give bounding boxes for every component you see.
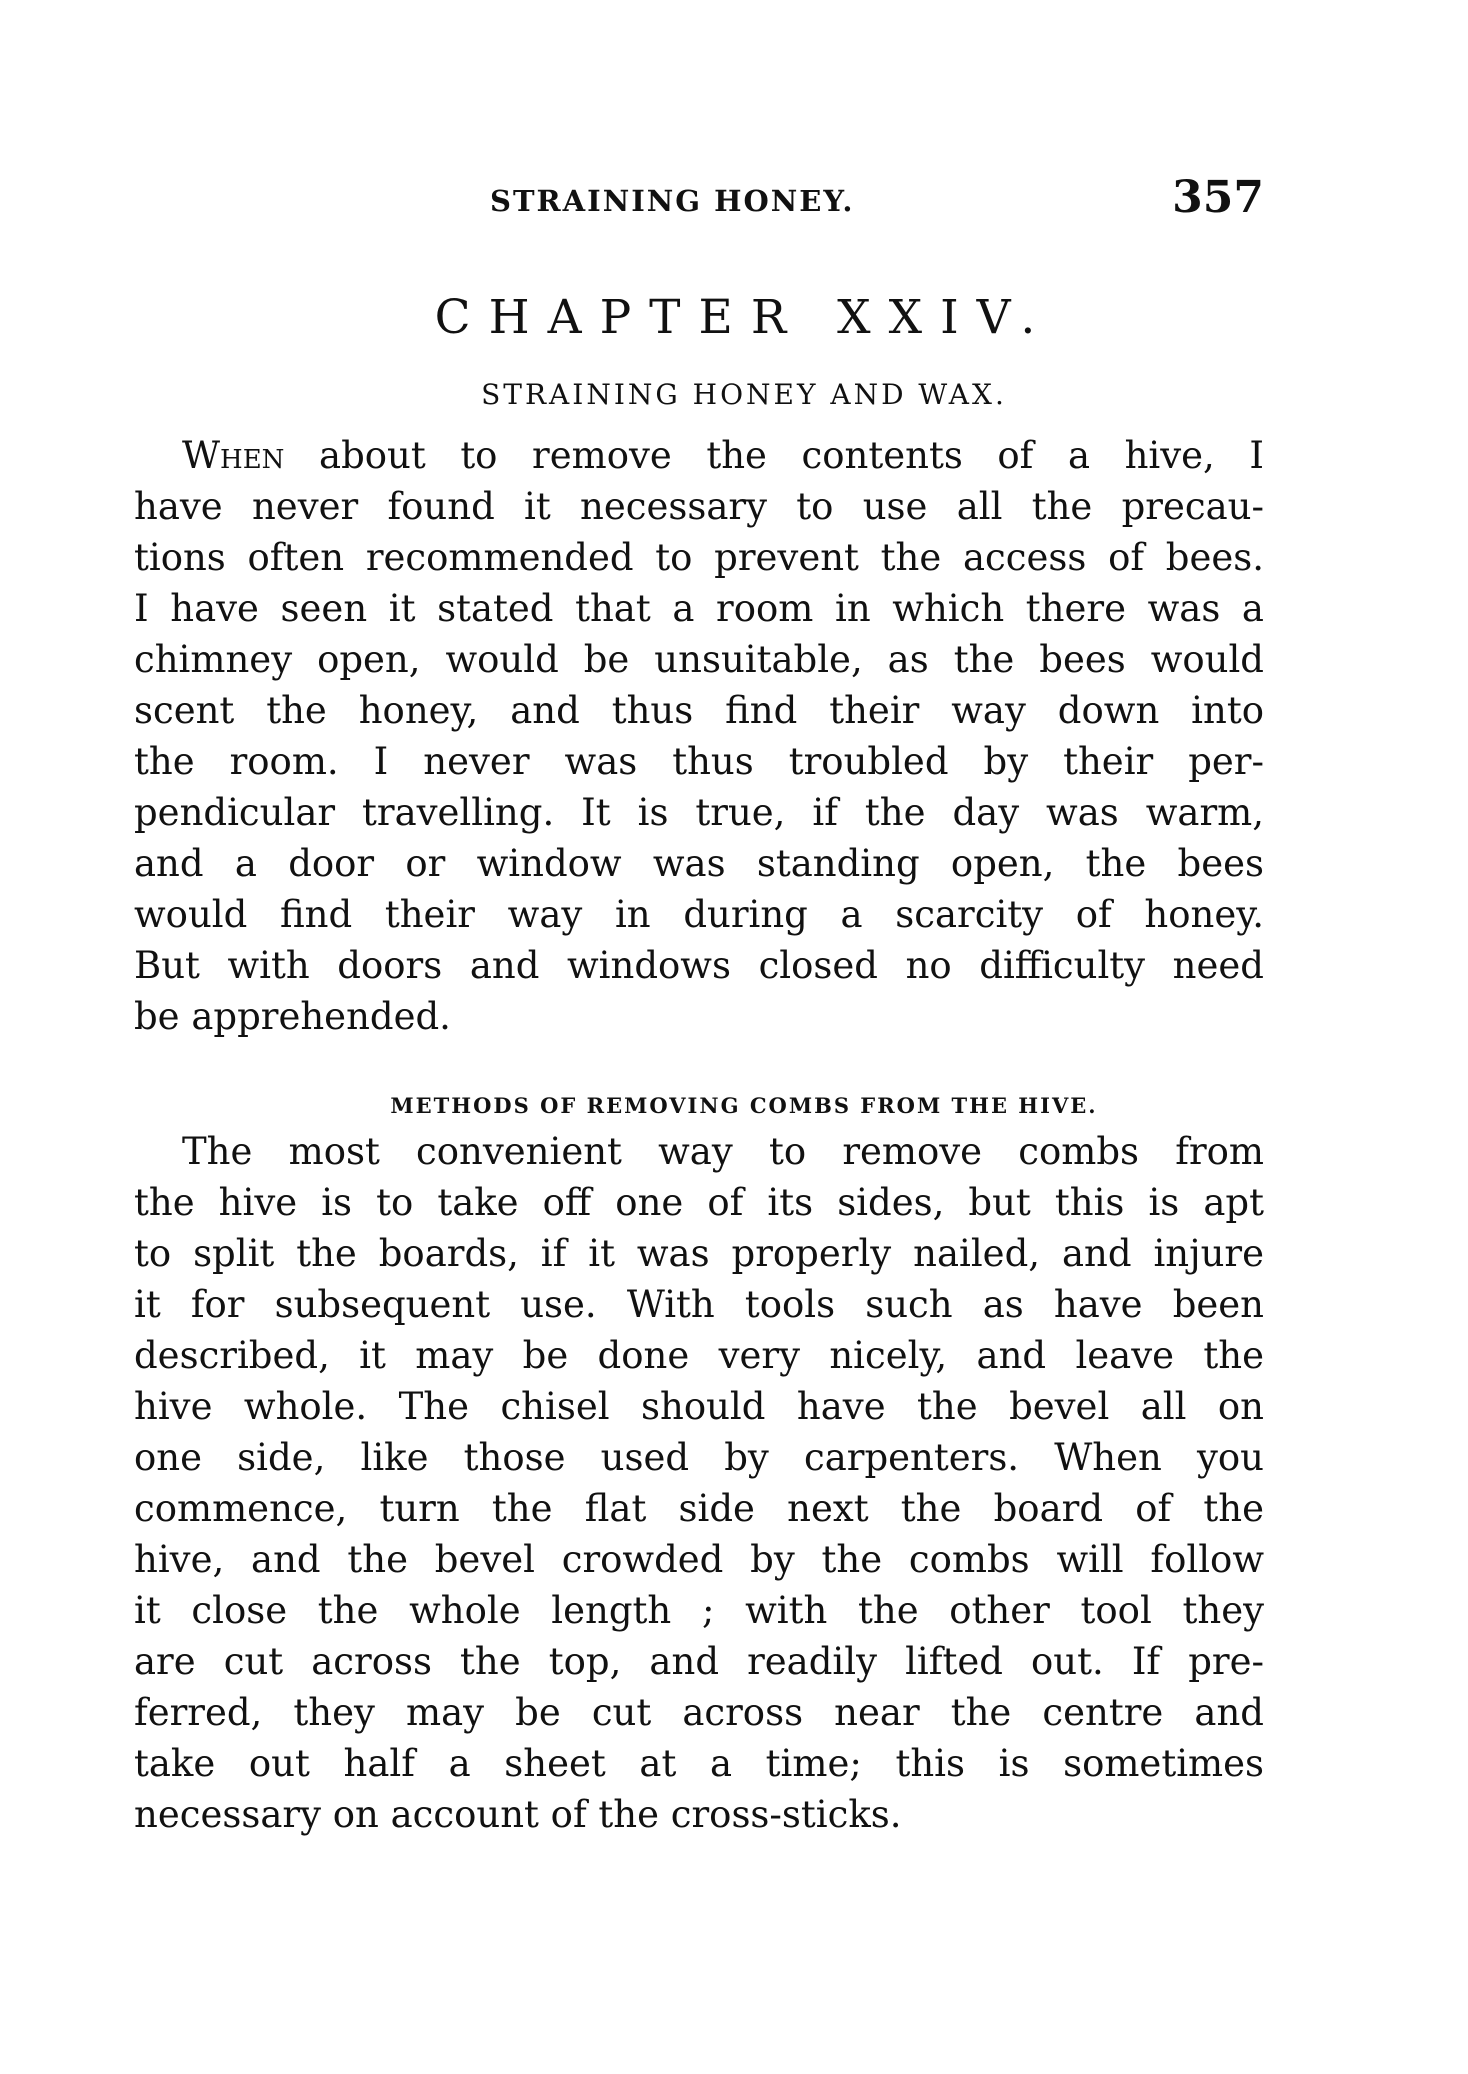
text-line: commence, turn the flat side next the board of the: [134, 1487, 1264, 1530]
text-line: take out half a sheet at a time; this is sometimes: [134, 1742, 1264, 1785]
text-line: to split the boards, if it was properly nailed, and injure: [134, 1232, 1264, 1275]
text-line: one side, like those used by carpenters. When you: [134, 1436, 1264, 1479]
text-line: are cut across the top, and readily lifted out. If pre-: [134, 1640, 1264, 1683]
text-line: and a door or window was standing open, the bees: [134, 842, 1264, 885]
paragraph-1: [134, 430, 1264, 1042]
text-line: ferred, they may be cut across near the centre and: [134, 1691, 1264, 1734]
text-line: tions often recommended to prevent the access of bees.: [134, 536, 1264, 579]
text-line: necessary on account of the cross-sticks.: [134, 1793, 902, 1836]
text-line: would find their way in during a scarcity of honey.: [134, 893, 1264, 936]
text-line: chimney open, would be unsuitable, as the bees would: [134, 638, 1264, 681]
running-header: [134, 172, 1264, 234]
text-line: But with doors and windows closed no difficulty need: [134, 944, 1264, 987]
text-line: The most convenient way to remove combs from: [182, 1130, 1264, 1173]
text-line: I have seen it stated that a room in which there was a: [134, 587, 1264, 630]
text-line: scent the honey, and thus find their way down into: [134, 689, 1264, 732]
text-line: hive whole. The chisel should have the bevel all on: [134, 1385, 1264, 1428]
chapter-title: CHAPTER XXIV.: [434, 290, 1054, 345]
text-line: the hive is to take off one of its sides, but this is apt: [134, 1181, 1264, 1224]
text-line: have never found it necessary to use all the precau-: [134, 485, 1264, 528]
lead-word: When: [182, 434, 285, 477]
text-line: When about to remove the contents of a hive, I: [182, 434, 1264, 477]
text-line: it for subsequent use. With tools such as have been: [134, 1283, 1264, 1326]
text-line: pendicular travelling. It is true, if the day was warm,: [134, 791, 1264, 834]
text-line: described, it may be done very nicely, and leave the: [134, 1334, 1264, 1377]
text-line: it close the whole length ; with the other tool they: [134, 1589, 1264, 1632]
text-line: be apprehended.: [134, 995, 451, 1038]
running-title: STRAINING HONEY.: [490, 184, 855, 218]
page-number: 357: [1172, 172, 1264, 223]
paragraph-2: [134, 1126, 1264, 1840]
text-line: the room. I never was thus troubled by their per-: [134, 740, 1264, 783]
text-line: hive, and the bevel crowded by the combs will follow: [134, 1538, 1264, 1581]
chapter-subtitle: STRAINING HONEY AND WAX.: [481, 378, 1007, 411]
section-heading: METHODS OF REMOVING COMBS FROM THE HIVE.: [390, 1093, 1098, 1118]
